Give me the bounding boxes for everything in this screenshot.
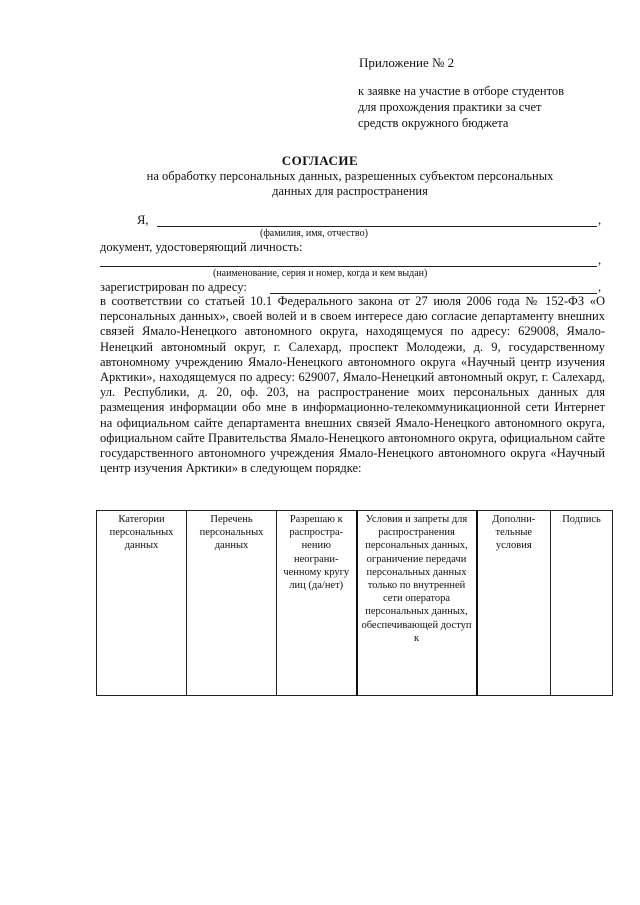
name-hint: (фамилия, имя, отчество) xyxy=(260,228,368,239)
col-list: Перечень персональных данных xyxy=(187,511,277,696)
annex-subtitle xyxy=(358,83,618,131)
name-label: Я, xyxy=(137,213,149,227)
col-additional: Дополни-тельные условия xyxy=(477,511,551,696)
annex-line: для прохождения практики за счет xyxy=(358,100,542,114)
annex-line: к заявке на участие в отборе студентов xyxy=(358,84,565,98)
document-subtitle xyxy=(100,169,600,199)
subtitle-line: на обработку персональных данных, разрешенных субъектом персональных xyxy=(146,169,554,183)
name-comma: , xyxy=(598,213,602,227)
consent-table xyxy=(96,510,613,696)
document-label: документ, удостоверяющий личность: xyxy=(100,240,303,254)
col-permission: Разрешаю к распростра-нению неограни-ченному кругу лиц (да/нет) xyxy=(277,511,357,696)
address-label: зарегистрирован по адресу: xyxy=(100,280,247,294)
document-title: СОГЛАСИЕ xyxy=(281,153,359,168)
address-comma: , xyxy=(598,280,602,294)
name-field-line[interactable] xyxy=(157,226,597,227)
document-comma: , xyxy=(598,253,602,267)
annex-line: средств окружного бюджета xyxy=(358,116,509,130)
annex-number: Приложение № 2 xyxy=(359,55,455,70)
table-header-row xyxy=(97,511,613,696)
consent-body-text: в соответствии со статьей 10.1 Федерального закона от 27 июля 2006 года № 152-ФЗ «О персональных данных», своей волей и в своем интересе даю согласие департаменту внешних связей Ямало-Ненецкого автономного округа, находящемуся по адресу: 629008, Ямало-Ненецкий автономный округ, г. Салехард, проспект Молодежи, д. 9, государственному автономному учреждению Ямало-Ненецкого автономного округа «Научный центр изучения Арктики», находящемуся по адресу: 629007, Ямало-Ненецкий автономный округ, г. Салехард, ул. Республики, д. 20, оф. 203, на распространение моих персональных данных для размещения информации обо мне в информационно-телекоммуникационной сети Интернет на официальном сайте департамента внешних связей Ямало-Ненецкого автономного округа, официальном сайте Правительства Ямало-Ненецкого автономного округа, официальном сайте государственного автономного учреждения Ямало-Ненецкого автономного округа «Научный центр изучения Арктики» в следующем порядке: xyxy=(100,294,605,476)
col-conditions: Условия и запреты для распространения персональных данных, ограничение передачи персональных данных только по внутренней сети оператора персональных данных, обеспечивающей доступ к xyxy=(357,511,477,696)
document-field-line[interactable] xyxy=(100,266,597,267)
document-hint: (наименование, серия и номер, когда и кем выдан) xyxy=(213,268,428,279)
col-signature: Подпись xyxy=(551,511,613,696)
col-categories: Категории персональных данных xyxy=(97,511,187,696)
subtitle-line: данных для распространения xyxy=(272,184,428,198)
